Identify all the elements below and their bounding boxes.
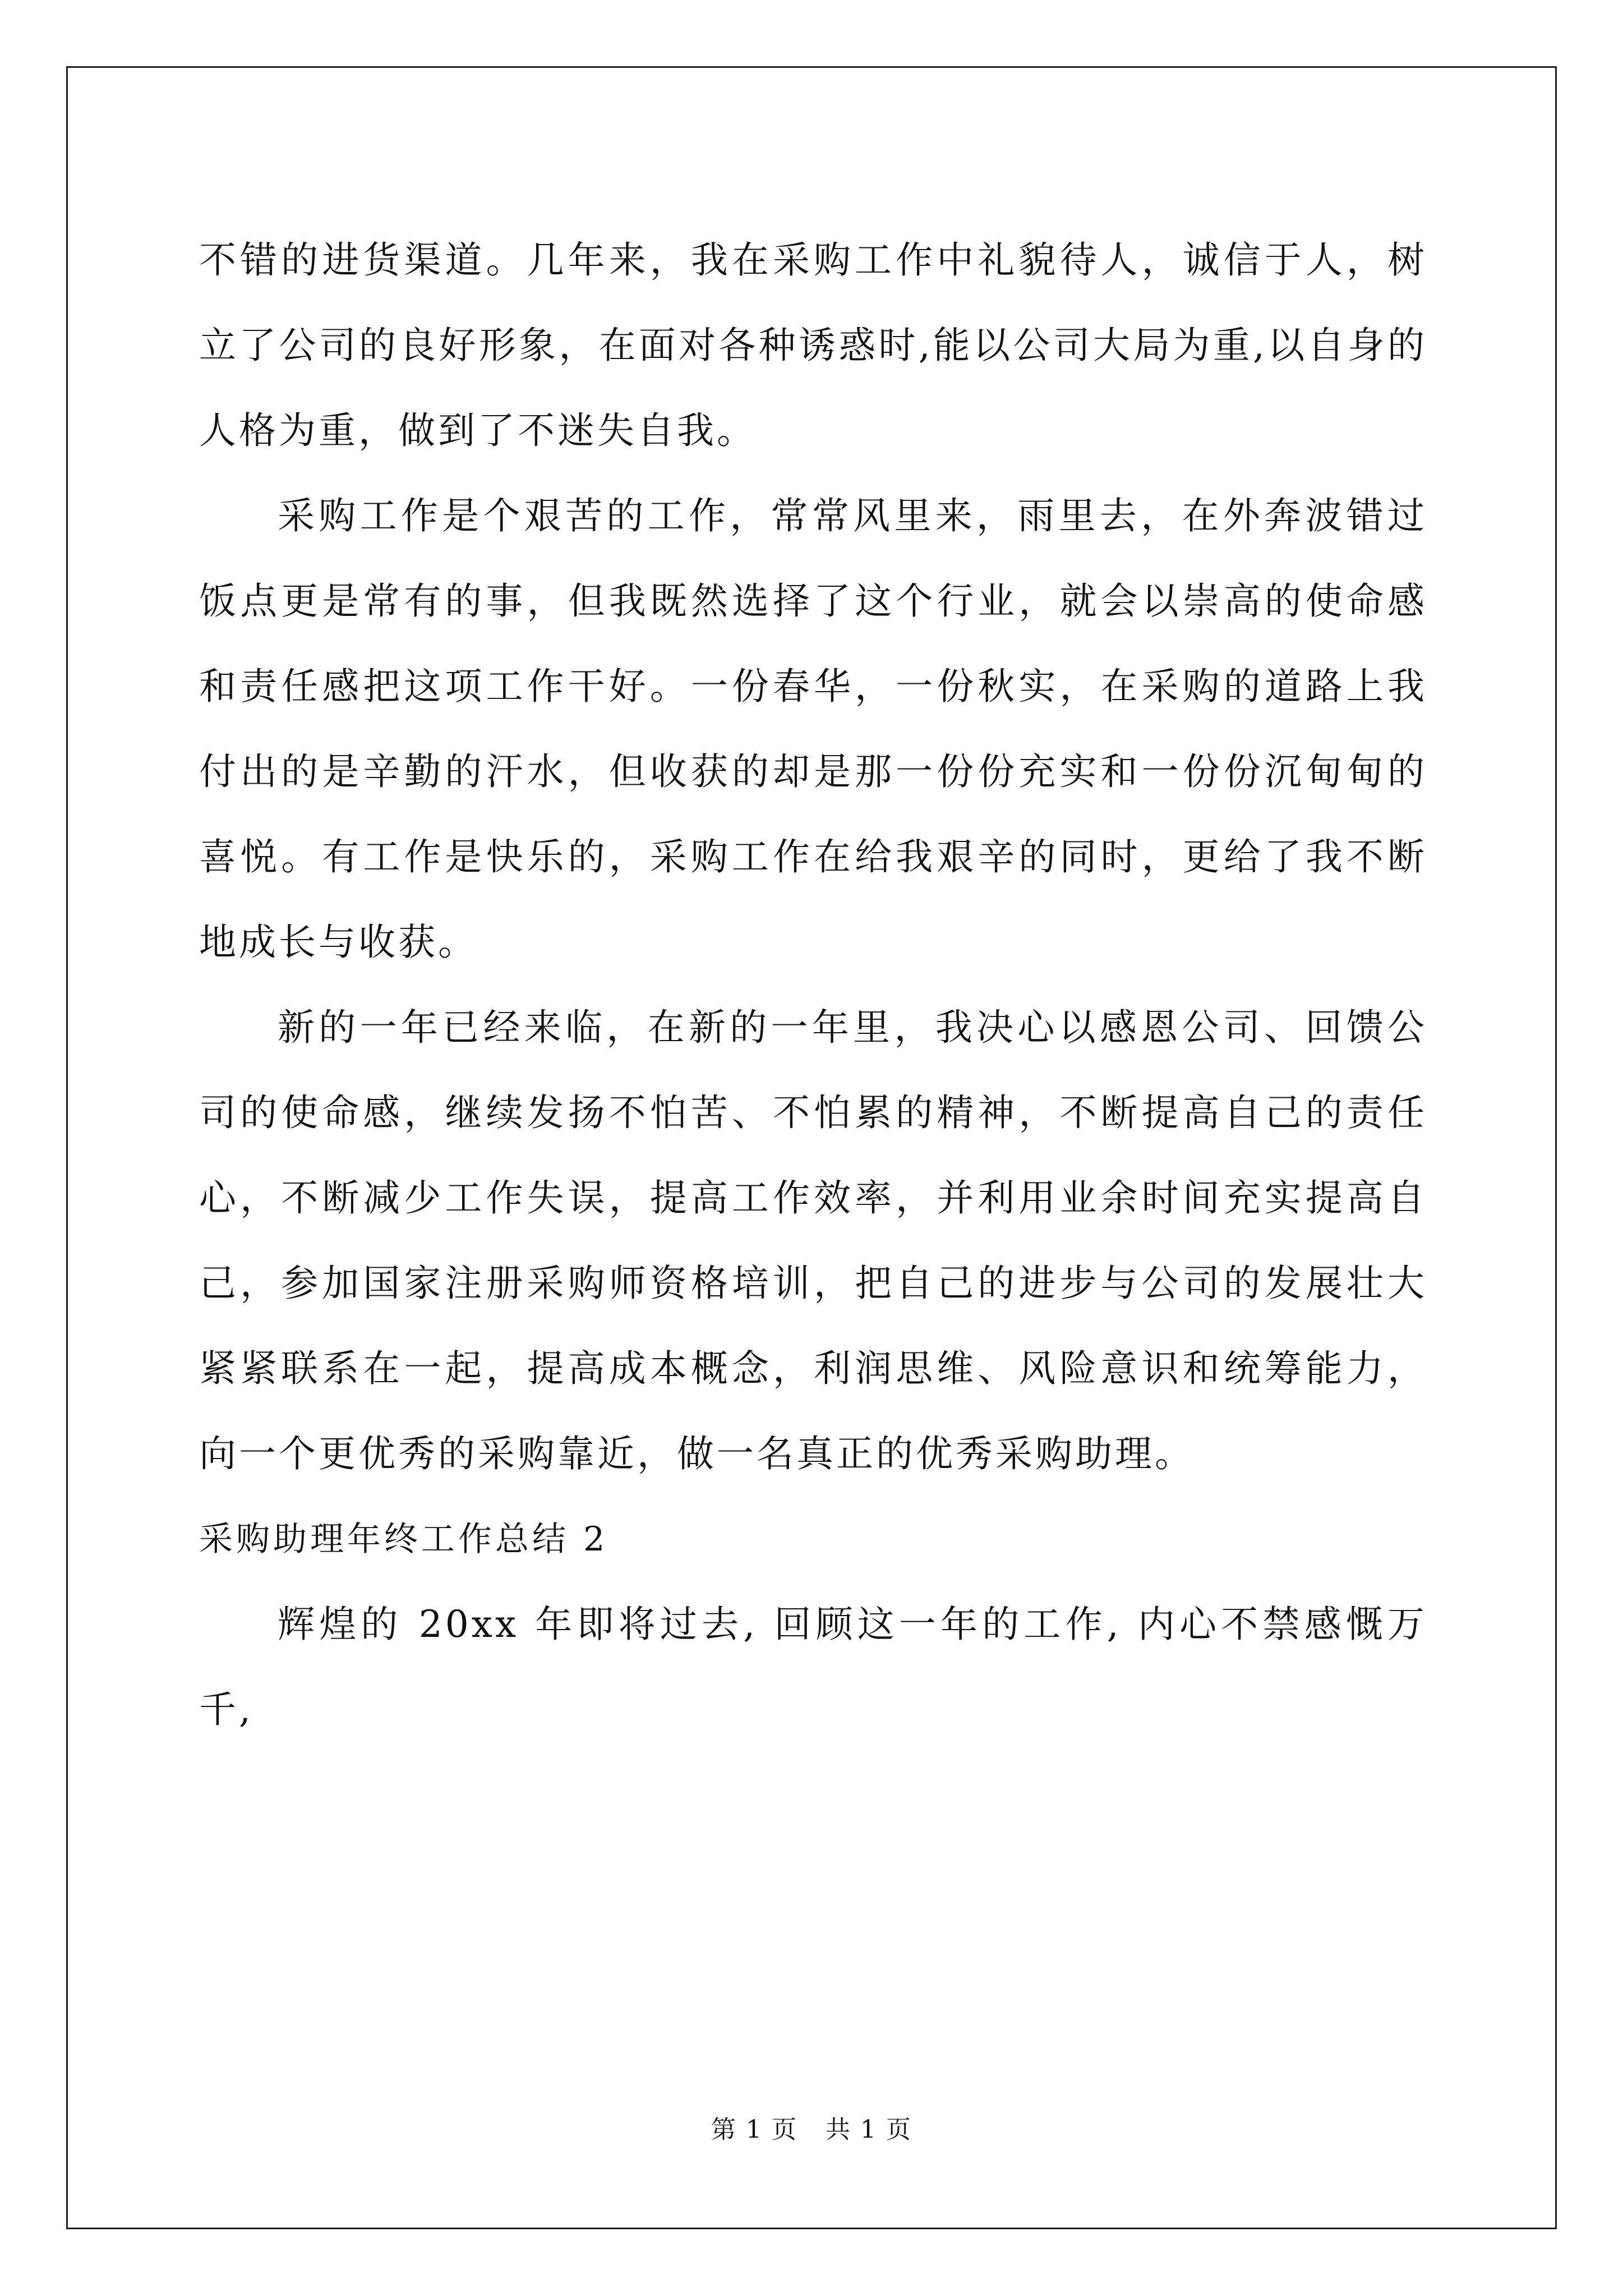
document-body bbox=[199, 218, 1427, 1752]
paragraph-2: 采购工作是个艰苦的工作，常常风里来，雨里去，在外奔波错过饭点更是常有的事，但我既然选择了这个行业，就会以崇高的使命感和责任感把这项工作干好。一份春华，一份秋实，在采购的道路上我付出的是辛勤的汗水，但收获的却是那一份份充实和一份份沉甸甸的喜悦。有工作是快乐的，采购工作在给我艰辛的同时，更给了我不断地成长与收获。 bbox=[199, 494, 1427, 964]
paragraph-1: 不错的进货渠道。几年来，我在采购工作中礼貌待人，诚信于人，树立了公司的良好形象，在面对各种诱惑时,能以公司大局为重,以自身的人格为重，做到了不迷失自我。 bbox=[199, 238, 1427, 452]
paragraph-3: 新的一年已经来临，在新的一年里，我决心以感恩公司、回馈公司的使命感，继续发扬不怕苦、不怕累的精神，不断提高自己的责任心，不断减少工作失误，提高工作效率，并利用业余时间充实提高自己，参加国家注册采购师资格培训，把自己的进步与公司的发展壮大紧紧联系在一起，提高成本概念，利润思维、风险意识和统筹能力，向一个更优秀的采购靠近，做一名真正的优秀采购助理。 bbox=[199, 1006, 1427, 1475]
page-number-total: 共 1 页 bbox=[826, 2115, 912, 2144]
page-footer bbox=[0, 2109, 1623, 2145]
page-number-current: 第 1 页 bbox=[711, 2115, 797, 2144]
closing-paragraph: 辉煌的 20xx 年即将过去, 回顾这一年的工作, 内心不禁感慨万千, bbox=[199, 1603, 1427, 1731]
section-heading: 采购助理年终工作总结 2 bbox=[199, 1520, 608, 1559]
